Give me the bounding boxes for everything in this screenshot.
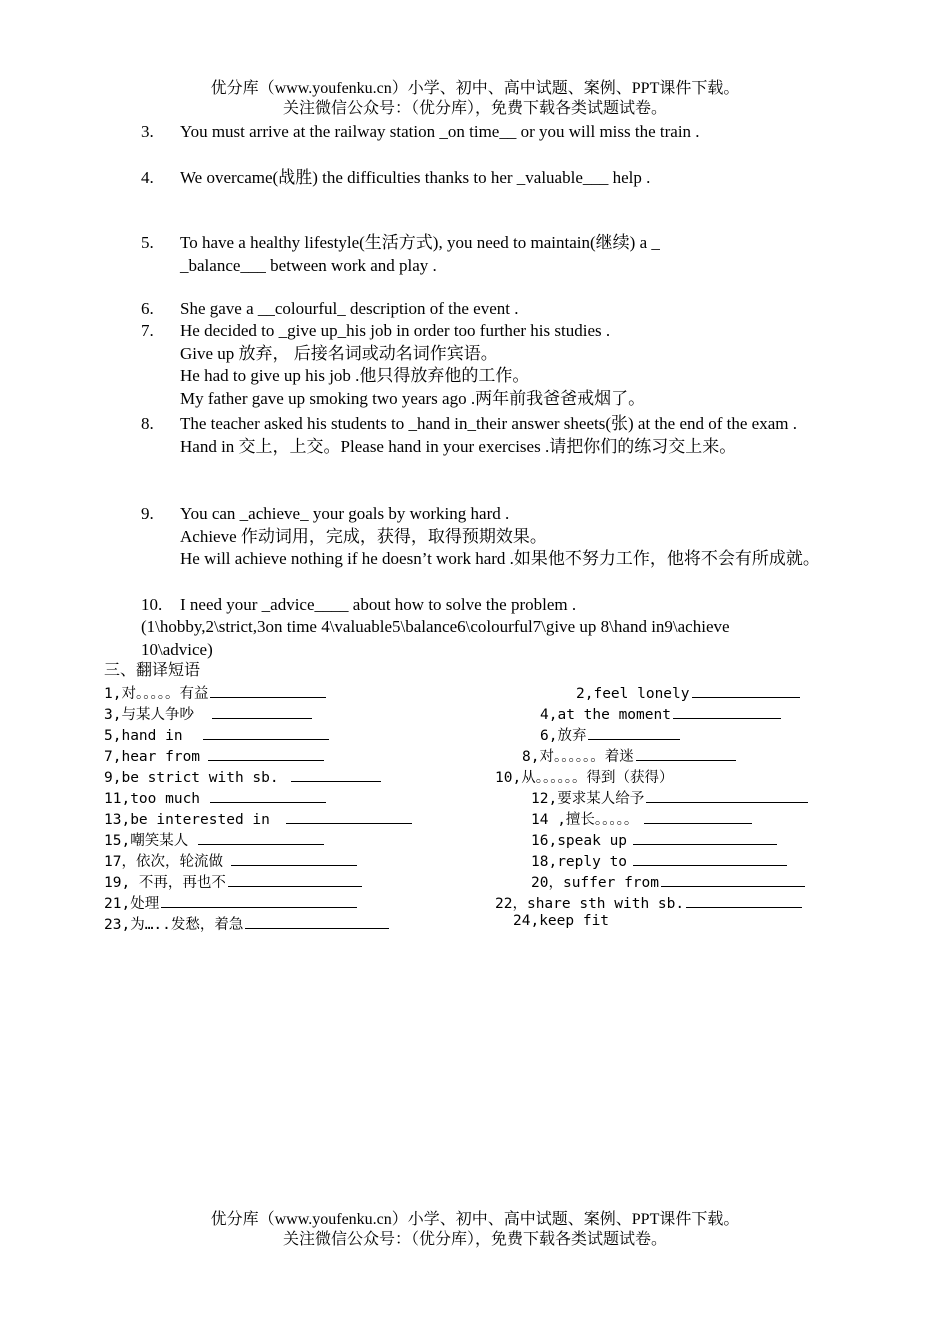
exercise-item-10 bbox=[141, 594, 847, 617]
phrase-item: 14 ,擅长。。。。。 bbox=[531, 808, 752, 829]
item-text: She gave a __colourful_ description of the event . bbox=[180, 299, 519, 318]
phrase-item: 18,reply to bbox=[531, 850, 787, 870]
phrase-item: 10,从。。。。。。得到（获得） bbox=[495, 770, 674, 786]
phrase-item: 20，suffer from bbox=[531, 871, 805, 892]
item-text: _balance___ between work and play . bbox=[180, 255, 437, 275]
answer-blank[interactable] bbox=[661, 871, 805, 887]
answer-blank[interactable] bbox=[692, 682, 800, 698]
exercise-item-8 bbox=[141, 413, 847, 458]
footer-line-2: 关注微信公众号：（优分库），免费下载各类试题试卷。 bbox=[282, 1231, 667, 1248]
phrase-item: 12,要求某人给予 bbox=[531, 787, 808, 808]
answer-blank[interactable] bbox=[161, 892, 357, 908]
header-line-1: 优分库（www.youfenku.cn）小学、初中、高中试题、案例、PPT课件下载。 bbox=[210, 80, 740, 97]
phrase-item: 9,be strict with sb. bbox=[104, 766, 381, 786]
item-number: 7. bbox=[141, 321, 154, 340]
phrase-item: 11,too much bbox=[104, 787, 326, 807]
item-number: 5. bbox=[141, 233, 154, 252]
item-text: To have a healthy lifestyle(生活方式), you need to maintain(继续) a _ bbox=[180, 233, 660, 252]
answer-blank[interactable] bbox=[686, 892, 802, 908]
phrase-item: 24,keep fit bbox=[513, 913, 610, 929]
answer-blank[interactable] bbox=[291, 766, 381, 782]
answer-blank[interactable] bbox=[588, 724, 680, 740]
phrase-item: 5,hand in bbox=[104, 724, 329, 744]
page-header bbox=[0, 79, 950, 119]
item-note: Give up 放弃， 后接名词或动名词作宾语。 bbox=[180, 343, 498, 363]
answer-blank[interactable] bbox=[644, 808, 752, 824]
answer-blank[interactable] bbox=[636, 745, 736, 761]
section-title: 三、翻译短语 bbox=[104, 662, 201, 679]
phrase-item: 13,be interested in bbox=[104, 808, 412, 828]
exercise-item-9 bbox=[141, 503, 847, 571]
phrase-item: 8,对。。。。。。着迷 bbox=[522, 745, 736, 766]
answer-blank[interactable] bbox=[245, 913, 389, 929]
answer-blank[interactable] bbox=[231, 850, 357, 866]
item-number: 8. bbox=[141, 414, 154, 433]
item-example: My father gave up smoking two years ago .两年前我爸爸戒烟了。 bbox=[180, 388, 646, 408]
answer-key-line-1: (1\hobby,2\strict,3on time 4\valuable5\balance6\colourful7\give up 8\hand in9\achieve bbox=[141, 617, 730, 636]
item-number: 10. bbox=[141, 595, 163, 614]
phrase-item: 7,hear from bbox=[104, 745, 324, 765]
phrase-item: 17，依次，轮流做 bbox=[104, 850, 357, 871]
answer-blank[interactable] bbox=[198, 829, 324, 845]
item-text: You can _achieve_ your goals by working hard . bbox=[180, 504, 510, 523]
item-text: He decided to _give up_his job in order too further his studies . bbox=[180, 321, 611, 340]
item-example: He will achieve nothing if he doesn’t work hard .如果他不努力工作，他将不会有所成就。 bbox=[180, 549, 820, 568]
item-text: I need your _advice____ about how to solve the problem . bbox=[180, 595, 577, 614]
answer-blank[interactable] bbox=[633, 850, 787, 866]
phrase-item: 4,at the moment bbox=[540, 703, 781, 723]
item-note: Hand in 交上，上交。Please hand in your exercises .请把你们的练习交上来。 bbox=[180, 436, 737, 456]
page-footer bbox=[0, 1210, 950, 1250]
phrase-item: 21,处理 bbox=[104, 892, 357, 913]
header-line-2: 关注微信公众号：（优分库），免费下载各类试题试卷。 bbox=[282, 100, 667, 117]
exercise-item-7 bbox=[141, 320, 847, 410]
exercise-item-4 bbox=[141, 167, 847, 190]
answer-blank[interactable] bbox=[646, 787, 808, 803]
item-number: 9. bbox=[141, 504, 154, 523]
item-text: We overcame(战胜) the difficulties thanks to her _valuable___ help . bbox=[180, 168, 651, 187]
exercise-item-5 bbox=[141, 232, 847, 277]
phrase-item: 2,feel lonely bbox=[576, 682, 800, 702]
exercise-item-6 bbox=[141, 298, 847, 321]
phrase-item: 6,放弃 bbox=[540, 724, 680, 745]
answer-blank[interactable] bbox=[286, 808, 412, 824]
item-note: Achieve 作动词用，完成，获得，取得预期效果。 bbox=[180, 526, 547, 546]
phrase-item: 19, 不再，再也不 bbox=[104, 871, 362, 892]
phrase-item: 3,与某人争吵 bbox=[104, 703, 312, 724]
answer-blank[interactable] bbox=[210, 787, 326, 803]
item-number: 4. bbox=[141, 168, 154, 187]
answer-blank[interactable] bbox=[208, 745, 324, 761]
answer-blank[interactable] bbox=[228, 871, 362, 887]
phrase-item: 16,speak up bbox=[531, 829, 777, 849]
answer-key bbox=[141, 616, 730, 661]
answer-blank[interactable] bbox=[210, 682, 326, 698]
answer-blank[interactable] bbox=[212, 703, 312, 719]
item-example: He had to give up his job .他只得放弃他的工作。 bbox=[180, 366, 530, 385]
answer-key-line-2: 10\advice) bbox=[141, 639, 213, 659]
exercise-item-3 bbox=[141, 121, 847, 144]
phrase-item: 1,对。。。。。有益 bbox=[104, 682, 326, 703]
answer-blank[interactable] bbox=[633, 829, 777, 845]
footer-line-1: 优分库（www.youfenku.cn）小学、初中、高中试题、案例、PPT课件下载。 bbox=[210, 1211, 740, 1228]
item-text: The teacher asked his students to _hand in_their answer sheets(张) at the end of the exam . bbox=[180, 414, 797, 433]
answer-blank[interactable] bbox=[673, 703, 781, 719]
answer-blank[interactable] bbox=[203, 724, 329, 740]
item-text: You must arrive at the railway station _on time__ or you will miss the train . bbox=[180, 122, 700, 141]
phrase-item: 23,为…..发愁，着急 bbox=[104, 913, 389, 934]
item-number: 3. bbox=[141, 122, 154, 141]
item-number: 6. bbox=[141, 299, 154, 318]
phrase-item: 22，share sth with sb. bbox=[495, 892, 802, 913]
phrase-item: 15,嘲笑某人 bbox=[104, 829, 324, 850]
